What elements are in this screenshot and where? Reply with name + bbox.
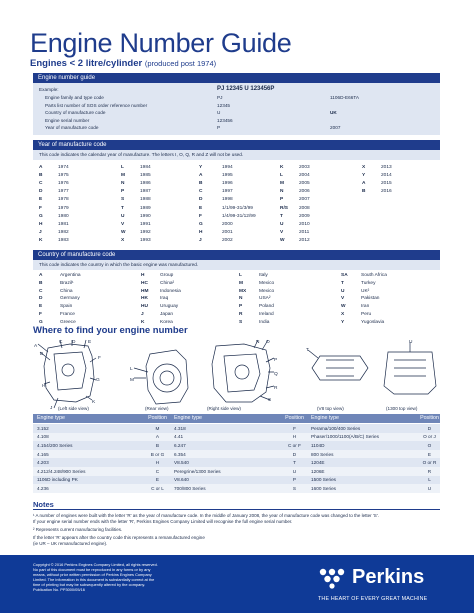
table-cell: U: [427, 486, 432, 491]
table-cell: 4.203: [37, 460, 49, 466]
year-code-letter: N: [280, 189, 284, 195]
country-code-letter: W: [341, 304, 346, 310]
table-cell: F: [293, 425, 296, 431]
table-cell: C or F: [287, 443, 302, 448]
country-code-letter: Y: [341, 319, 345, 325]
engine-guide-row-code: P: [217, 125, 221, 131]
table-cell: Peregrine/1300 Series: [174, 468, 221, 474]
country-code-letter: L: [239, 273, 242, 278]
example-value: PJ 12345 U 123456P: [217, 86, 275, 92]
copyright-line: Limited. The information in this document is substantially correct at the: [33, 576, 155, 582]
year-code-year: 1979: [58, 205, 69, 211]
table-row: [33, 458, 440, 467]
table-cell: O or J: [423, 434, 436, 440]
year-code-year: 1976: [58, 181, 69, 187]
rear-view-diagram: [134, 350, 188, 404]
country-code-name: Brazil¹: [60, 280, 74, 286]
position-table-header: Position: [145, 414, 170, 423]
country-code-heading: Country of manufacture code: [33, 250, 440, 260]
country-code-letter: N: [239, 296, 243, 302]
country-code-name: Indonesia: [160, 288, 181, 294]
year-code-letter: E: [39, 197, 43, 203]
year-code-letter: B: [39, 173, 43, 179]
year-code-letter: V: [121, 221, 125, 227]
year-code-letter: H: [39, 221, 43, 227]
footer-copyright: [33, 563, 203, 592]
country-code-name: Mexico: [259, 280, 275, 286]
country-code-letter: V: [341, 296, 345, 302]
country-code-name: Mexico: [259, 288, 275, 294]
engine-guide-row-label: Engine serial number: [45, 117, 90, 123]
table-cell: 1204E: [311, 460, 325, 466]
year-code-letter: D: [199, 197, 203, 203]
year-code-letter: L: [121, 165, 124, 170]
year-code-letter: T: [280, 213, 283, 219]
table-cell: 700/800 Series: [174, 486, 206, 491]
year-code-letter: A: [199, 173, 203, 179]
year-code-year: 1974: [58, 165, 69, 170]
country-code-letter: X: [341, 312, 345, 317]
country-code-name: Iran: [361, 304, 370, 310]
year-code-year: 2005: [299, 181, 310, 187]
diagram-callout-label: B: [40, 352, 44, 357]
table-cell: C or L: [151, 486, 164, 491]
country-code-letter: HM: [141, 288, 149, 294]
table-cell: H: [155, 460, 160, 466]
diagram-callout-label: E: [88, 340, 92, 345]
diagram-callout-label: P: [274, 358, 278, 363]
position-table-header: Engine type: [33, 414, 145, 423]
perkins-logo-icon: [318, 567, 348, 589]
where-to-find-title: Where to find your engine number: [33, 325, 188, 336]
country-code-letter: H: [141, 273, 145, 278]
country-code-letter: MX: [239, 288, 247, 294]
page-title: Engine Number Guide: [30, 28, 292, 58]
table-cell: 6.247: [174, 443, 186, 448]
year-code-letter: F: [39, 205, 42, 211]
year-code-year: 2000: [222, 221, 233, 227]
engine-guide-row-meaning: 2007: [330, 125, 341, 131]
table-cell: T: [293, 460, 296, 466]
year-code-year: 2014: [381, 173, 392, 179]
country-code-name: France: [60, 312, 75, 317]
engine-guide-row-label: Engine family and type code: [45, 95, 104, 100]
year-code-letter: D: [39, 189, 43, 195]
year-code-letter: J: [199, 237, 202, 243]
table-cell: M: [155, 425, 160, 431]
year-code-letter: P: [121, 189, 125, 195]
copyright-line: Copyright © 2016 Perkins Engines Company Limited, all rights reserved.: [33, 562, 158, 567]
year-code-letter: A: [362, 181, 366, 187]
country-code-name: Korea: [160, 319, 173, 325]
diagram-callout-label: F: [98, 356, 101, 361]
country-code-letter: K: [141, 319, 145, 325]
year-code-year: 2002: [222, 237, 233, 243]
engine-guide-row-code: PJ: [217, 95, 223, 100]
left-side-view-diagram: [38, 340, 96, 408]
table-cell: 3.152: [37, 425, 49, 431]
table-row: [33, 467, 440, 476]
year-code-letter: K: [39, 237, 43, 243]
table-cell: B or G: [150, 451, 165, 457]
country-code-letter: SA: [341, 273, 348, 278]
year-code-letter: S: [121, 197, 125, 203]
year-code-year: 2010: [299, 221, 310, 227]
engine-guide-row-label: Year of manufacture code: [45, 125, 99, 131]
country-code-letter: HU: [141, 304, 148, 310]
country-code-letter: J: [141, 312, 144, 317]
engine-guide-row-label: Parts list number of SOS order reference number: [45, 102, 148, 108]
year-code-year: 1977: [58, 189, 69, 195]
year-code-letter: C: [39, 181, 43, 187]
country-code-name: Greece: [60, 319, 76, 325]
country-code-letter: P: [239, 304, 243, 310]
table-cell: 4.41: [174, 434, 184, 440]
brand-name: Perkins: [352, 566, 425, 588]
position-table-header: Engine type: [170, 414, 282, 423]
year-code-year: 1/4/99-31/12/99: [222, 213, 256, 219]
year-code-year: 1992: [140, 229, 151, 235]
country-code-name: Iraq: [160, 296, 169, 302]
year-code-year: 1994: [222, 165, 233, 170]
year-code-year: 2011: [299, 229, 310, 235]
diagram-callout-label: N: [256, 340, 260, 345]
page-subtitle: [30, 58, 216, 69]
year-code-year: 1984: [140, 165, 151, 170]
table-cell: 4.154/200 Series: [37, 443, 73, 448]
year-code-letter: E: [199, 205, 203, 211]
diagram-callout-label: H: [42, 384, 46, 389]
year-code-year: 1975: [58, 173, 69, 179]
country-code-name: Argentina: [60, 273, 81, 278]
table-cell: R: [427, 468, 432, 474]
year-code-letter: W: [280, 237, 285, 243]
country-code-name: China²: [160, 280, 175, 286]
table-cell: Perama/100/400 Series: [311, 425, 361, 431]
year-code-letter: N: [121, 181, 125, 187]
table-cell: 1106D including PK: [37, 477, 78, 483]
table-cell: O: [427, 443, 432, 448]
year-code-year: 1983: [58, 237, 69, 243]
table-cell: 1104D: [311, 443, 325, 448]
year-code-letter: Y: [199, 165, 203, 170]
engine-guide-row-code: 123456: [217, 117, 233, 123]
country-code-name: Japan: [160, 312, 174, 317]
country-code-name: Ireland: [259, 312, 274, 317]
brand-tagline: THE HEART OF EVERY GREAT MACHINE: [318, 596, 428, 602]
position-table-header: Position: [420, 415, 439, 421]
year-code-year: 1989: [140, 205, 151, 211]
year-code-heading: Year of manufacture code: [33, 140, 440, 150]
position-table-header: Engine type: [307, 414, 419, 423]
view-caption: (Rear view): [145, 406, 169, 411]
year-code-year: 2004: [299, 173, 310, 179]
country-code-letter: U: [341, 288, 345, 294]
diagram-callout-label: O: [266, 340, 270, 345]
country-code-letter: M: [239, 280, 243, 286]
diagram-callout-label: L: [130, 367, 133, 372]
country-code-letter: E: [39, 304, 43, 310]
year-code-letter: U: [121, 213, 125, 219]
year-code-year: 2016: [381, 189, 392, 195]
table-cell: A: [155, 434, 160, 440]
country-code-name: USA²: [259, 296, 271, 302]
country-code-name: Italy: [259, 273, 268, 278]
diagram-callout-label: D: [72, 340, 76, 345]
notes-divider: [33, 509, 440, 510]
year-code-letter: H: [199, 229, 203, 235]
year-code-year: 1/1/99-31/3/99: [222, 205, 253, 211]
table-cell: P: [292, 477, 297, 483]
country-code-letter: A: [39, 273, 43, 278]
year-code-year: 1995: [222, 173, 233, 179]
diagram-callout-label: A: [34, 344, 38, 349]
table-cell: V8.540: [174, 460, 189, 466]
example-label: Example:: [39, 87, 59, 92]
year-code-year: 2012: [299, 237, 310, 243]
table-cell: B: [155, 443, 160, 448]
year-code-year: 2009: [299, 213, 310, 219]
year-code-description: This code indicates the calendar year of manufacture. The letters I, O, Q, R and Z will not be used.: [39, 152, 244, 157]
table-cell: E: [155, 477, 160, 483]
country-code-letter: HC: [141, 280, 148, 286]
table-row: [33, 424, 440, 433]
engine-guide-row-code: U: [217, 110, 221, 116]
table-cell: D: [292, 451, 297, 457]
year-code-letter: Y: [362, 173, 366, 179]
right-side-view-diagram: [212, 340, 274, 402]
year-code-letter: M: [280, 181, 284, 187]
country-code-letter: D: [39, 296, 43, 302]
table-cell: V8.640: [174, 477, 189, 483]
engine-guide-row-meaning: UK: [330, 110, 337, 116]
table-cell: Phaser/1000/1100(A/B/C) Series: [311, 434, 379, 440]
country-code-letter: G: [39, 319, 43, 325]
country-code-name: Germany: [60, 296, 80, 302]
table-cell: U: [292, 468, 297, 474]
year-code-letter: B: [362, 189, 366, 195]
year-code-letter: L: [280, 173, 283, 179]
year-code-year: 1982: [58, 229, 69, 235]
year-code-year: 2003: [299, 165, 310, 170]
table-cell: H: [292, 434, 297, 440]
diagram-callout-label: Q: [274, 372, 278, 377]
table-cell: 6.354: [174, 451, 186, 457]
engine-guide-heading: Engine number guide: [33, 73, 440, 83]
year-code-year: 1986: [140, 181, 151, 187]
table-cell: 4.236: [37, 486, 49, 491]
year-code-year: 1996: [222, 181, 233, 187]
year-code-letter: X: [121, 237, 125, 243]
country-code-name: Spain: [60, 304, 73, 310]
country-code-letter: R: [239, 312, 243, 317]
table-row: [33, 450, 440, 459]
year-code-letter: A: [39, 165, 43, 170]
diagram-callout-label: M: [130, 378, 134, 383]
note-item: If the letter 'R' appears after the country code this represents a remanufactured engine: [33, 535, 205, 540]
diagram-callout-label: C: [59, 340, 63, 345]
table-cell: 4.108: [37, 434, 49, 440]
country-code-name: Turkey: [361, 280, 376, 286]
footer: [0, 555, 474, 613]
year-code-letter: W: [121, 229, 126, 235]
position-table-header: Position: [282, 414, 307, 423]
country-code-name: India: [259, 319, 270, 325]
note-item: (ie UR – UK remanufactured engine).: [33, 541, 108, 546]
year-code-year: 1987: [140, 189, 151, 195]
year-code-year: 1985: [140, 173, 151, 179]
year-code-letter: J: [39, 229, 42, 235]
table-row: [33, 484, 440, 493]
table-cell: S: [292, 486, 297, 491]
year-code-year: 2015: [381, 181, 392, 187]
subtitle-main: Engines < 2 litre/cylinder: [30, 58, 143, 69]
table-cell: 1500 Series: [311, 477, 337, 483]
diagram-callout-label: J: [50, 406, 53, 411]
year-code-year: 1993: [140, 237, 151, 243]
country-code-name: Yugoslavia: [361, 319, 385, 325]
country-code-letter: C: [39, 288, 43, 294]
copyright-line: time of printing but may be subsequently altered by the company.: [33, 581, 146, 587]
copyright-line: Publication No. PP3000/05/16: [33, 586, 85, 592]
table-cell: 4.318: [174, 425, 186, 431]
diagram-callout-label: U: [409, 340, 413, 345]
country-code-name: Uruguay: [160, 304, 179, 310]
table-cell: 800 Series: [311, 451, 334, 457]
note-item: If your engine serial number ends with the letter 'R', Perkins Engines Company Limited will recognise the full engine serial number.: [33, 519, 293, 524]
country-code-name: South Africa: [361, 273, 387, 278]
year-code-year: 1980: [58, 213, 69, 219]
year-code-letter: P: [280, 197, 284, 203]
year-code-year: 1997: [222, 189, 233, 195]
table-cell: C: [155, 468, 160, 474]
country-code-letter: T: [341, 280, 344, 286]
subtitle-note: (produced post 1974): [144, 59, 217, 68]
year-code-year: 1988: [140, 197, 151, 203]
year-code-letter: U: [280, 221, 284, 227]
country-code-name: UK²: [361, 288, 370, 294]
year-code-letter: C: [199, 189, 203, 195]
country-code-description: This code indicates the country in which the basic engine was manufactured.: [39, 262, 199, 267]
year-code-letter: T: [121, 205, 124, 211]
table-cell: O or R: [422, 460, 437, 466]
country-code-letter: F: [39, 312, 42, 317]
v8-top-view-diagram: [308, 350, 368, 380]
1300-top-view-diagram: [384, 342, 436, 394]
year-code-letter: F: [199, 213, 202, 219]
country-code-name: Group: [160, 273, 174, 278]
year-code-year: 2001: [222, 229, 233, 235]
year-code-year: 1981: [58, 221, 69, 227]
notes-title: Notes: [33, 500, 54, 509]
country-code-letter: HK: [141, 296, 148, 302]
year-code-year: 1998: [222, 197, 233, 203]
note-item: ¹ A number of engines were built with the letter 'R' as the year of manufacture code. In the middle of January 2008, the year of manufacture code was changed to the letter 'S'.: [33, 513, 379, 518]
table-cell: E: [427, 451, 432, 457]
view-caption: (Left side view): [58, 406, 89, 411]
year-code-letter: G: [199, 221, 203, 227]
diagram-callout-label: S: [268, 398, 272, 403]
country-code-letter: S: [239, 319, 243, 325]
year-code-letter: R/S: [280, 205, 288, 211]
country-code-name: Peru: [361, 312, 372, 317]
view-caption: (V8 top view): [317, 406, 344, 411]
year-code-year: 2007: [299, 197, 310, 203]
year-code-letter: X: [362, 165, 366, 170]
diagram-callout-label: G: [96, 378, 100, 383]
copyright-line: means, without prior written permission of Perkins Engines Company: [33, 571, 152, 577]
year-code-year: 2008: [299, 205, 310, 211]
view-caption: (1300 top view): [386, 406, 418, 411]
table-cell: D: [427, 425, 432, 431]
engine-guide-row-meaning: 1106D-E66TA: [330, 95, 360, 100]
table-cell: 4.165: [37, 451, 49, 457]
year-code-letter: G: [39, 213, 43, 219]
table-cell: 4.212/4.248/900 Series: [37, 468, 86, 474]
copyright-line: No part of this document must be reproduced in any forms or by any: [33, 566, 151, 572]
engine-guide-row-code: 12345: [217, 102, 231, 108]
view-caption: (Right side view): [207, 406, 241, 411]
year-code-year: 1991: [140, 221, 151, 227]
year-code-letter: M: [121, 173, 125, 179]
diagram-callout-label: R: [274, 386, 278, 391]
year-code-year: 1990: [140, 213, 151, 219]
country-code-letter: B: [39, 280, 43, 286]
year-code-letter: V: [280, 229, 284, 235]
table-row: [33, 476, 440, 485]
diagram-callout-label: K: [92, 400, 96, 405]
table-cell: 1600 Series: [311, 486, 337, 491]
table-row: [33, 441, 440, 450]
country-code-name: China: [60, 288, 73, 294]
year-code-letter: K: [280, 165, 284, 170]
table-cell: 1206E: [311, 468, 325, 474]
year-code-year: 2013: [381, 165, 392, 170]
diagram-callout-label: T: [306, 348, 309, 353]
engine-guide-row-label: Country of manufacture code: [45, 110, 106, 116]
country-code-name: Poland: [259, 304, 274, 310]
year-code-year: 1978: [58, 197, 69, 203]
note-item: ² Represents current manufacturing facilities.: [33, 527, 123, 532]
country-code-name: Pakistan: [361, 296, 380, 302]
year-code-letter: B: [199, 181, 203, 187]
table-cell: L: [428, 477, 431, 483]
year-code-year: 2006: [299, 189, 310, 195]
